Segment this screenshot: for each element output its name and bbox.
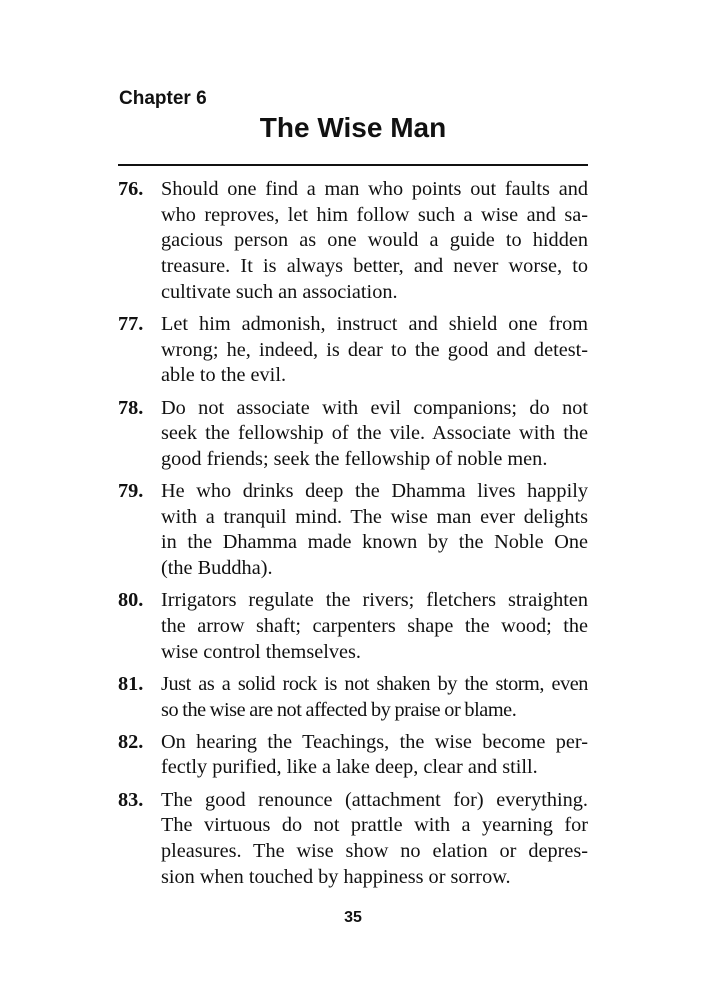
verse-79	[118, 479, 588, 582]
verse-line: gacious person as one would a guide to hidden	[161, 229, 588, 252]
verse-line: fectly purified, like a lake deep, clear and still.	[161, 756, 538, 779]
verse-line: so the wise are not affected by praise or blame.	[161, 698, 517, 721]
verse-line: in the Dhamma made known by the Noble One	[161, 531, 588, 554]
verse-line: wrong; he, indeed, is dear to the good and detest-	[161, 338, 588, 361]
verse-number: 79.	[118, 480, 144, 503]
verse-line: The virtuous do not prattle with a yearning for	[161, 814, 588, 837]
verse-number: 78.	[118, 396, 144, 419]
verse-number: 80.	[118, 589, 144, 612]
verse-line: who reproves, let him follow such a wise and sa-	[161, 203, 588, 226]
verse-line: Just as a solid rock is not shaken by the storm, even	[161, 672, 588, 695]
verse-line: with a tranquil mind. The wise man ever delights	[161, 505, 588, 528]
verse-80	[118, 588, 588, 665]
verse-line: seek the fellowship of the vile. Associate with the	[161, 422, 588, 445]
verse-78	[118, 396, 588, 473]
chapter-title: The Wise Man	[259, 112, 447, 143]
verse-76	[118, 177, 588, 305]
chapter-label: Chapter 6	[119, 88, 207, 109]
verse-83	[118, 788, 588, 891]
verse-line: the arrow shaft; carpenters shape the wood; the	[161, 615, 588, 637]
verse-line: The good renounce (attachment for) everything.	[161, 788, 588, 811]
verse-number: 83.	[118, 788, 144, 811]
verse-number: 81.	[118, 672, 144, 695]
title-divider	[118, 164, 588, 166]
verse-line: good friends; seek the fellowship of noble men.	[161, 447, 548, 470]
verse-line: He who drinks deep the Dhamma lives happily	[161, 480, 588, 503]
verse-number: 76.	[118, 178, 144, 200]
verse-line: (the Buddha).	[161, 557, 273, 580]
page-number: 35	[344, 909, 362, 926]
verse-line: wise control themselves.	[161, 640, 361, 663]
verse-line: Let him admonish, instruct and shield one from	[161, 312, 588, 335]
verse-number: 77.	[118, 312, 144, 335]
verse-line: Do not associate with evil companions; do not	[161, 396, 588, 419]
verse-number: 82.	[118, 730, 144, 753]
verse-line: Should one find a man who points out faults and	[161, 178, 588, 200]
verse-line: treasure. It is always better, and never worse, to	[161, 255, 588, 278]
verse-77	[118, 312, 588, 389]
verse-list	[118, 177, 588, 897]
verse-line: sion when touched by happiness or sorrow.	[161, 865, 511, 888]
verse-81	[118, 672, 588, 723]
verse-line: cultivate such an association.	[161, 280, 398, 303]
verse-line: pleasures. The wise show no elation or depres-	[161, 840, 588, 862]
verse-line: On hearing the Teachings, the wise become per-	[161, 730, 588, 753]
verse-line: Irrigators regulate the rivers; fletchers straighten	[161, 589, 588, 612]
verse-82	[118, 730, 588, 781]
verse-line: able to the evil.	[161, 364, 287, 387]
